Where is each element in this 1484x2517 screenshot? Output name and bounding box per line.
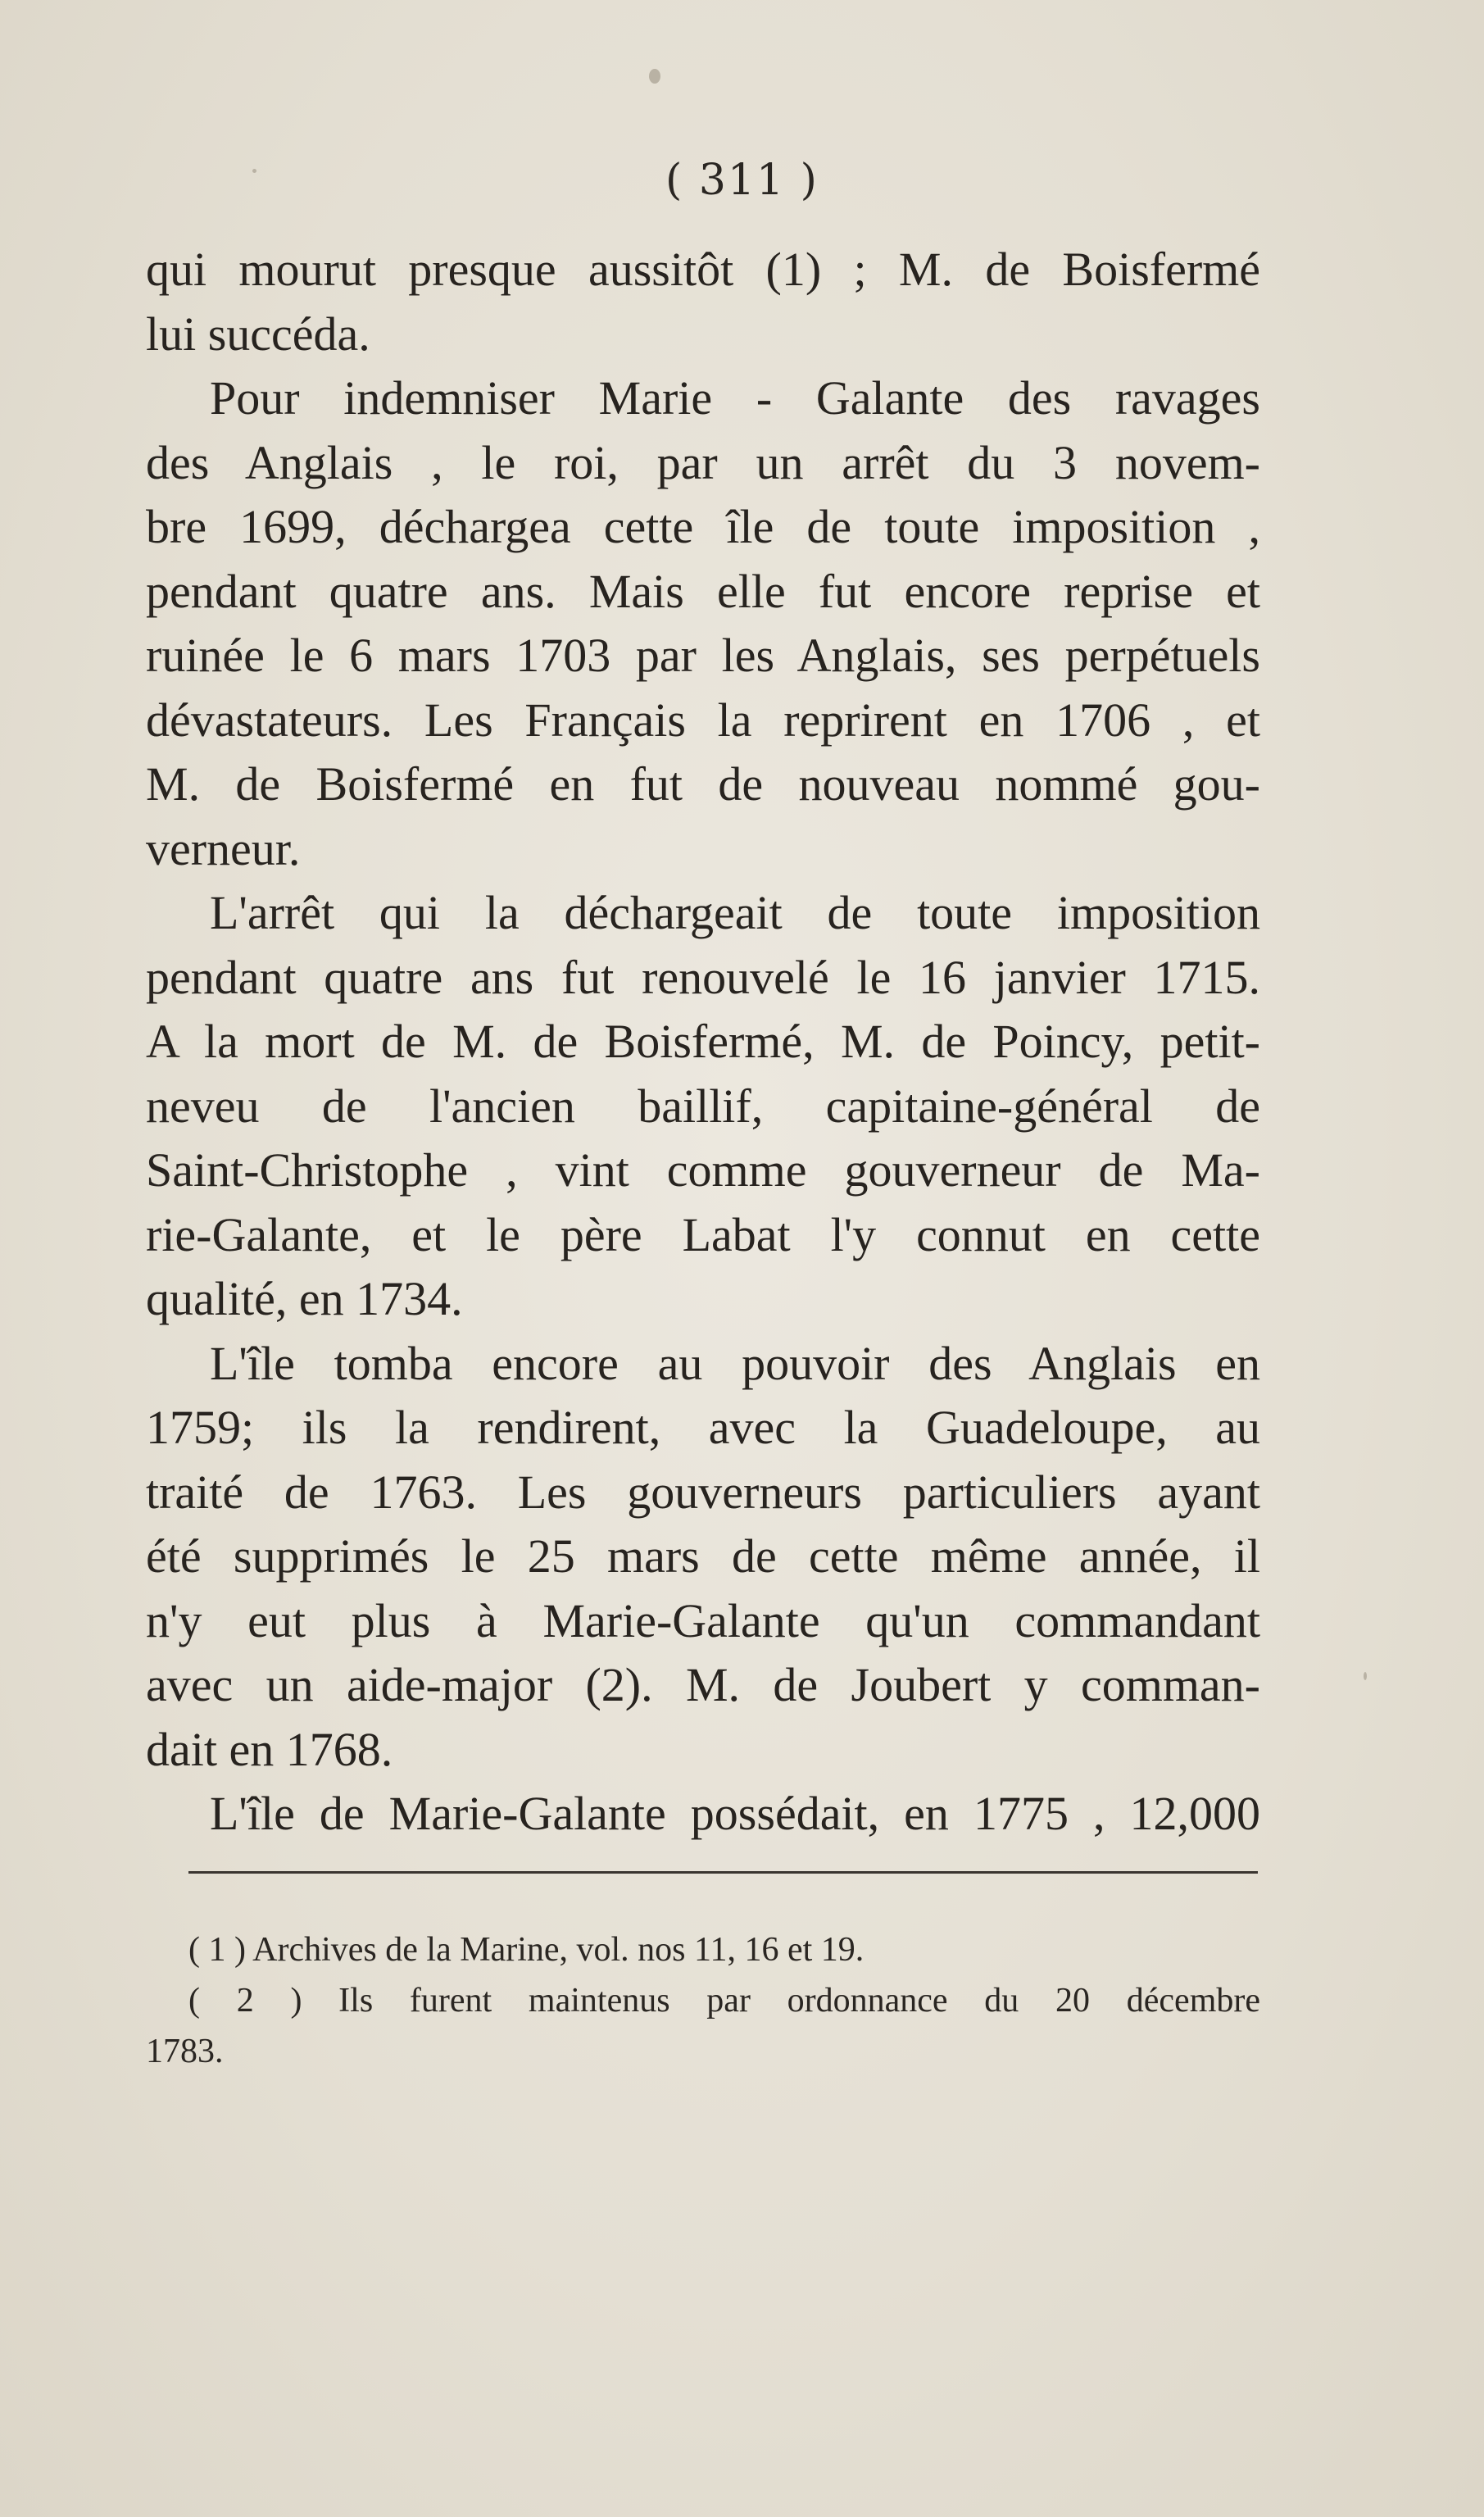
paragraph-first-line: L'île de Marie-Galante possédait, en 1775 , 12,000 bbox=[210, 1787, 1260, 1840]
paragraph-first-line: L'île tomba encore au pouvoir des Anglais en bbox=[210, 1336, 1260, 1390]
text-line: des Anglais , le roi, par un arrêt du 3 novem- bbox=[146, 435, 1260, 489]
text-line: M. de Boisfermé en fut de nouveau nommé gou- bbox=[146, 757, 1260, 811]
text-line: verneur. bbox=[146, 821, 301, 875]
text-line: bre 1699, déchargea cette île de toute imposition , bbox=[146, 500, 1260, 553]
text-line: lui succéda. bbox=[146, 307, 370, 361]
text-line: pendant quatre ans fut renouvelé le 16 janvier 1715. bbox=[146, 950, 1260, 1004]
text-line: traité de 1763. Les gouverneurs particuliers ayant bbox=[146, 1465, 1260, 1519]
text-line: Saint-Christophe , vint comme gouverneur de Ma- bbox=[146, 1143, 1260, 1197]
body-text bbox=[146, 238, 1260, 1847]
footnotes bbox=[146, 1924, 1260, 2077]
text-line: A la mort de M. de Boisfermé, M. de Poincy, petit- bbox=[146, 1015, 1260, 1068]
text-line: dévastateurs. Les Français la reprirent en 1706 , et bbox=[146, 693, 1260, 747]
text-line: 1759; ils la rendirent, avec la Guadeloupe, au bbox=[146, 1401, 1260, 1454]
text-line: n'y eut plus à Marie-Galante qu'un commandant bbox=[146, 1593, 1260, 1647]
text-line: qualité, en 1734. bbox=[146, 1272, 463, 1325]
text-line: neveu de l'ancien baillif, capitaine-général de bbox=[146, 1079, 1260, 1133]
footnote-2-continuation: 1783. bbox=[146, 2033, 224, 2070]
text-line: été supprimés le 25 mars de cette même année, il bbox=[146, 1529, 1260, 1583]
text-line: pendant quatre ans. Mais elle fut encore reprise et bbox=[146, 564, 1260, 618]
footnote-1: ( 1 ) Archives de la Marine, vol. nos 11, 16 et 19. bbox=[188, 1931, 865, 1969]
text-line: qui mourut presque aussitôt (1) ; M. de Boisfermé bbox=[146, 243, 1260, 296]
text-line: ruinée le 6 mars 1703 par les Anglais, ses perpétuels bbox=[146, 629, 1260, 682]
text-line: rie-Galante, et le père Labat l'y connut en cette bbox=[146, 1207, 1260, 1261]
footnote-2: ( 2 ) Ils furent maintenus par ordonnance du 20 décembre bbox=[188, 1982, 1260, 2020]
paper-speck bbox=[1364, 1672, 1367, 1680]
text-line: dait en 1768. bbox=[146, 1722, 393, 1776]
footnote-separator bbox=[188, 1871, 1258, 1874]
page-number: ( 311 ) bbox=[665, 156, 819, 205]
paragraph-first-line: L'arrêt qui la déchargeait de toute imposition bbox=[210, 886, 1260, 939]
paragraph-first-line: Pour indemniser Marie - Galante des ravages bbox=[210, 371, 1260, 425]
text-line: avec un aide-major (2). M. de Joubert y comman- bbox=[146, 1658, 1260, 1711]
paper-speck bbox=[649, 69, 660, 84]
